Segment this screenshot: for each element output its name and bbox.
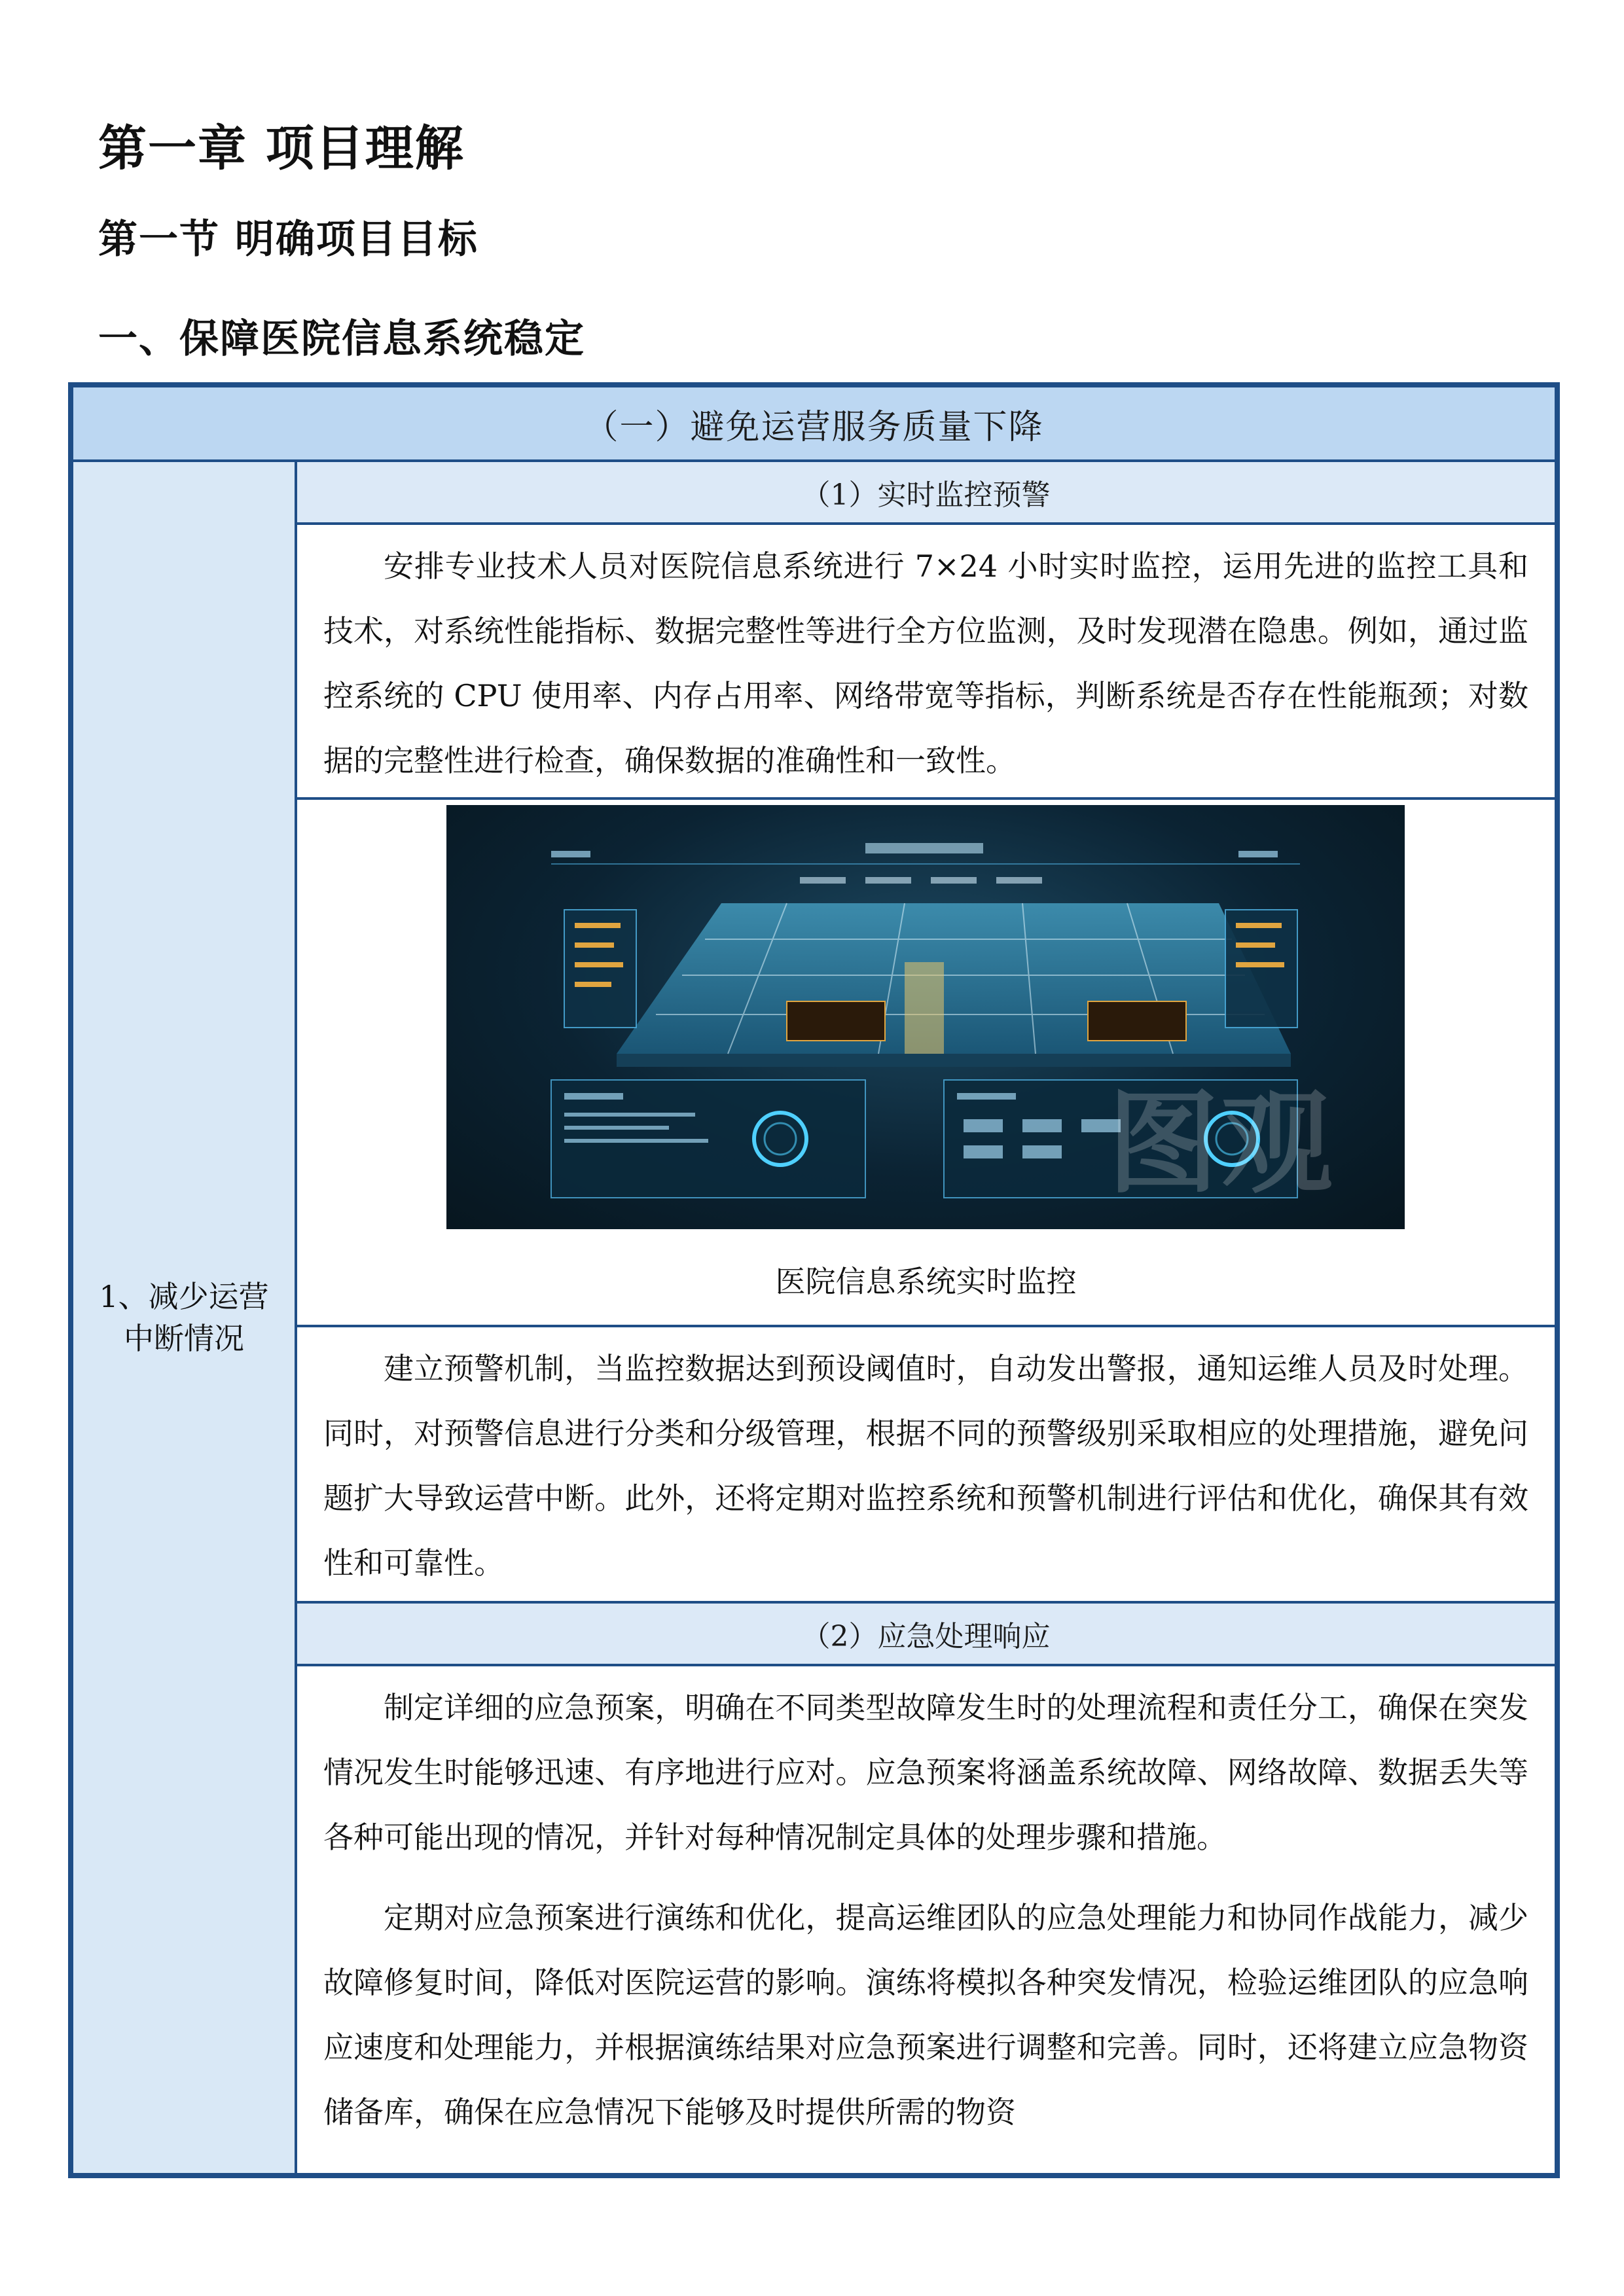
- paragraph: 安排专业技术人员对医院信息系统进行 7×24 小时实时监控，运用先进的监控工具和技术，对系统性能指标、数据完整性等进行全方位监测，及时发现潜在隐患。例如，通过监控系统的 CPU 使用率、内存占用率、网络带宽等指标，判断系统是否存在性能瓶颈；对数据的完整性进行检查，确保数据的准确性和一致性。: [323, 548, 1528, 778]
- emergency-text-cell: [297, 1666, 1555, 2173]
- paragraph: 建立预警机制，当监控数据达到预设阈值时，自动发出警报，通知运维人员及时处理。同时，对预警信息进行分类和分级管理，根据不同的预警级别采取相应的处理措施，避免问题扩大导致运营中断。此外，还将定期对监控系统和预警机制进行评估和优化，确保其有效性和可靠性。: [323, 1351, 1528, 1581]
- image-watermark: 图观: [1108, 1079, 1336, 1209]
- subheading-realtime-monitoring: （1）实时监控预警: [297, 462, 1555, 525]
- table-title: （一）避免运营服务质量下降: [73, 387, 1555, 462]
- left-label-cell: [73, 462, 297, 2173]
- subsection-title: 一、保障医院信息系统稳定: [98, 316, 585, 362]
- warning-text-cell: [297, 1327, 1555, 1604]
- section-title: 第一节 明确项目目标: [98, 217, 478, 262]
- chapter-title: 第一章 项目理解: [98, 120, 465, 177]
- paragraph: 制定详细的应急预案，明确在不同类型故障发生时的处理流程和责任分工，确保在突发情况发生时能够迅速、有序地进行应对。应急预案将涵盖系统故障、网络故障、数据丢失等各种可能出现的情况，并针对每种情况制定具体的处理步骤和措施。: [323, 1690, 1528, 1855]
- monitoring-dashboard-image: [446, 805, 1405, 1229]
- content-table: [68, 382, 1560, 2178]
- left-label: 1、减少运营中断情况: [99, 1279, 269, 1356]
- subheading-emergency-response: （2）应急处理响应: [297, 1604, 1555, 1666]
- paragraph: 定期对应急预案进行演练和优化，提高运维团队的应急处理能力和协同作战能力，减少故障修复时间，降低对医院运营的影响。演练将模拟各种突发情况，检验运维团队的应急响应速度和处理能力，并根据演练结果对应急预案进行调整和完善。同时，还将建立应急物资储备库，确保在应急情况下能够及时提供所需的物资: [323, 1900, 1528, 2130]
- image-caption: 医院信息系统实时监控: [775, 1264, 1077, 1299]
- monitoring-image-cell: [297, 800, 1555, 1327]
- monitoring-text-cell: [297, 525, 1555, 800]
